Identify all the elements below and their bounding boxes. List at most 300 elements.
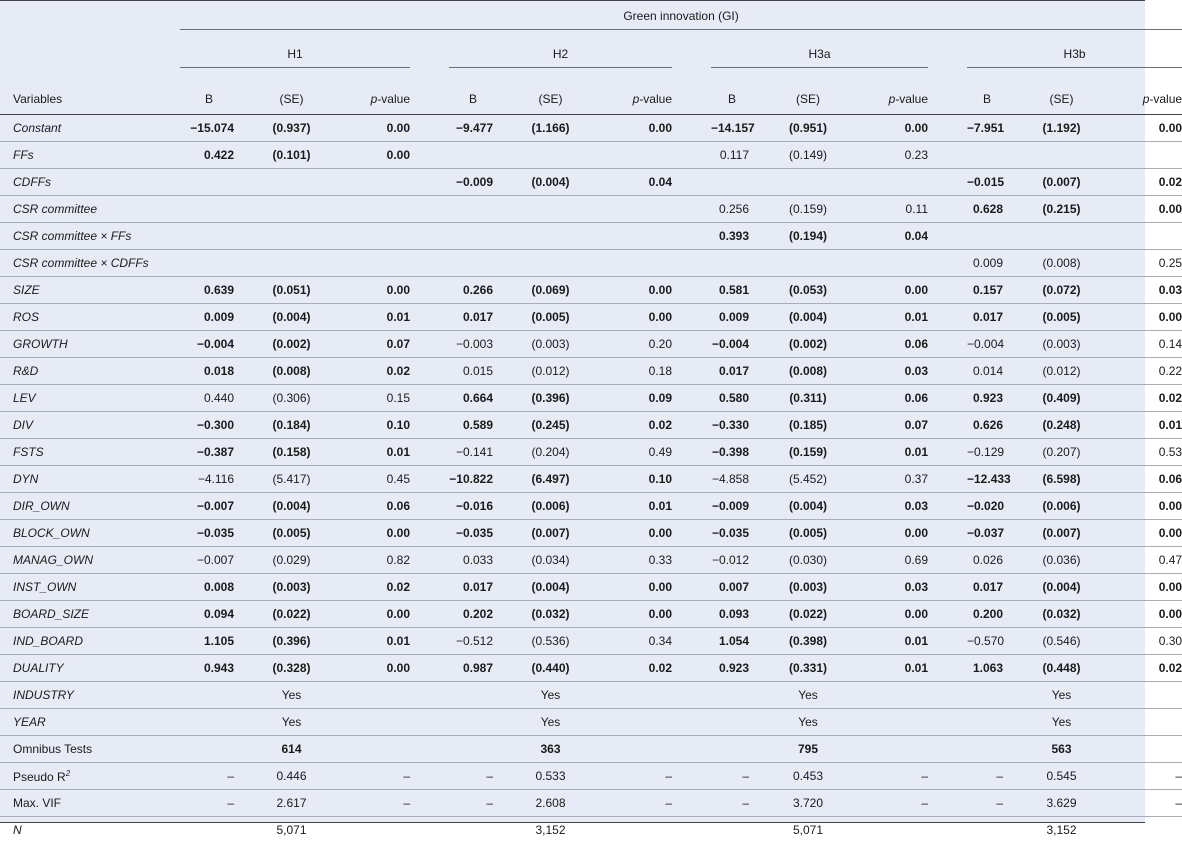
coef-se: (0.069): [497, 277, 604, 304]
coef-pvalue: 0.14: [1116, 331, 1182, 358]
table-row: [0, 790, 1182, 817]
coef-se: [238, 196, 345, 223]
coef-pvalue: 0.00: [345, 601, 410, 628]
coef-pvalue: 0.30: [1116, 628, 1182, 655]
row-label: CSR committee × FFs: [0, 223, 180, 250]
row-label: FFs: [0, 142, 180, 169]
coef-pvalue: –: [1116, 763, 1182, 790]
coef-se: (0.030): [753, 547, 863, 574]
coef-se: (0.029): [238, 547, 345, 574]
coef-se: 0.446: [238, 763, 345, 790]
row-label: YEAR: [0, 709, 180, 736]
coef-pvalue: 0.01: [863, 304, 928, 331]
coef-pvalue: [345, 682, 410, 709]
table-row: [0, 223, 1182, 250]
coef-se: (0.022): [238, 601, 345, 628]
row-label: Omnibus Tests: [0, 736, 180, 763]
coef-pvalue: 0.03: [1116, 277, 1182, 304]
coef-b: 0.007: [711, 574, 753, 601]
row-label: DIV: [0, 412, 180, 439]
coef-se: (0.006): [1007, 493, 1116, 520]
coef-pvalue: 0.02: [604, 655, 672, 682]
coef-pvalue: 0.06: [1116, 466, 1182, 493]
coef-se: (0.248): [1007, 412, 1116, 439]
table-row: [0, 817, 1182, 843]
coef-pvalue: 0.00: [345, 520, 410, 547]
coef-b: [449, 142, 497, 169]
coef-b: 0.014: [967, 358, 1007, 385]
coef-b: [967, 817, 1007, 843]
coef-se: (6.598): [1007, 466, 1116, 493]
coef-pvalue: 0.00: [863, 277, 928, 304]
coef-b: 0.018: [180, 358, 238, 385]
coef-pvalue: 0.00: [1116, 304, 1182, 331]
table-row: [0, 304, 1182, 331]
table-row: [0, 601, 1182, 628]
coef-b: −0.570: [967, 628, 1007, 655]
coef-b: [449, 817, 497, 843]
coef-se: (0.311): [753, 385, 863, 412]
coef-se: (0.072): [1007, 277, 1116, 304]
coef-pvalue: [604, 817, 672, 843]
coef-se: (0.003): [238, 574, 345, 601]
coef-pvalue: 0.49: [604, 439, 672, 466]
coef-b: −4.116: [180, 466, 238, 493]
col-header-b: B: [711, 68, 753, 115]
coef-se: [497, 223, 604, 250]
coef-b: [967, 682, 1007, 709]
coef-se: (0.440): [497, 655, 604, 682]
coef-pvalue: 0.00: [604, 574, 672, 601]
coef-b: −0.129: [967, 439, 1007, 466]
coef-se: [497, 250, 604, 277]
coef-se: (0.448): [1007, 655, 1116, 682]
coef-se: (0.004): [753, 304, 863, 331]
coef-se: (0.006): [497, 493, 604, 520]
group-title: Green innovation (GI): [180, 9, 1182, 30]
col-header-pvalue: p-value: [863, 68, 928, 115]
col-header-b: B: [180, 68, 238, 115]
coef-b: −12.433: [967, 466, 1007, 493]
coef-pvalue: 0.00: [863, 601, 928, 628]
coef-pvalue: 0.11: [863, 196, 928, 223]
table-row: [0, 466, 1182, 493]
coef-b: −0.300: [180, 412, 238, 439]
coef-se: 3.629: [1007, 790, 1116, 817]
coef-b: –: [180, 790, 238, 817]
coef-pvalue: 0.01: [863, 628, 928, 655]
coef-b: −0.035: [449, 520, 497, 547]
coef-se: (0.002): [753, 331, 863, 358]
coef-pvalue: 0.10: [345, 412, 410, 439]
coef-b: 0.009: [180, 304, 238, 331]
coef-pvalue: [863, 169, 928, 196]
coef-se: 0.453: [753, 763, 863, 790]
coef-b: −0.035: [711, 520, 753, 547]
coef-b: −0.387: [180, 439, 238, 466]
variables-header: Variables: [0, 68, 180, 115]
coef-b: 0.639: [180, 277, 238, 304]
coef-pvalue: 0.20: [604, 331, 672, 358]
model-header-h3b: H3b: [967, 47, 1182, 68]
table-row: [0, 385, 1182, 412]
table-row: [0, 736, 1182, 763]
coef-b: 0.015: [449, 358, 497, 385]
coef-se: (0.396): [238, 628, 345, 655]
coef-pvalue: [345, 817, 410, 843]
coef-b: 0.580: [711, 385, 753, 412]
coef-b: –: [180, 763, 238, 790]
coef-pvalue: 0.34: [604, 628, 672, 655]
coef-b: −7.951: [967, 115, 1007, 142]
coef-se: (0.159): [753, 196, 863, 223]
coef-b: –: [967, 790, 1007, 817]
coef-pvalue: 0.01: [604, 493, 672, 520]
coef-pvalue: 0.15: [345, 385, 410, 412]
coef-b: [711, 250, 753, 277]
coef-se: (0.306): [238, 385, 345, 412]
coef-pvalue: 0.01: [863, 655, 928, 682]
coef-b: 0.440: [180, 385, 238, 412]
coef-se: 2.608: [497, 790, 604, 817]
coef-b: 0.589: [449, 412, 497, 439]
coef-pvalue: 0.01: [863, 439, 928, 466]
coef-b: 0.017: [449, 574, 497, 601]
coef-pvalue: [1116, 682, 1182, 709]
coef-b: [180, 169, 238, 196]
coef-pvalue: –: [345, 763, 410, 790]
coef-pvalue: [604, 709, 672, 736]
coef-se: (0.032): [497, 601, 604, 628]
coef-pvalue: 0.82: [345, 547, 410, 574]
coef-pvalue: 0.00: [863, 520, 928, 547]
coef-se: (0.007): [1007, 169, 1116, 196]
coef-pvalue: 0.00: [1116, 520, 1182, 547]
coef-b: 0.987: [449, 655, 497, 682]
coef-b: 0.009: [967, 250, 1007, 277]
row-label: LEV: [0, 385, 180, 412]
coef-b: [449, 250, 497, 277]
col-header-b: B: [449, 68, 497, 115]
coef-b: –: [967, 763, 1007, 790]
coef-b: [711, 682, 753, 709]
coef-se: [1007, 223, 1116, 250]
coef-b: −14.157: [711, 115, 753, 142]
coef-pvalue: 0.69: [863, 547, 928, 574]
row-label: BLOCK_OWN: [0, 520, 180, 547]
coef-b: [449, 682, 497, 709]
coef-se: (0.536): [497, 628, 604, 655]
table-row: [0, 412, 1182, 439]
coef-b: 0.256: [711, 196, 753, 223]
coef-pvalue: –: [863, 763, 928, 790]
coef-b: −0.037: [967, 520, 1007, 547]
table-row: [0, 196, 1182, 223]
coef-b: −0.004: [711, 331, 753, 358]
coef-pvalue: 0.47: [1116, 547, 1182, 574]
coef-se: (0.398): [753, 628, 863, 655]
coef-b: 0.393: [711, 223, 753, 250]
coef-se: 3.720: [753, 790, 863, 817]
coef-b: [711, 169, 753, 196]
table-row: [0, 493, 1182, 520]
coef-pvalue: [863, 709, 928, 736]
coef-pvalue: [604, 682, 672, 709]
row-label: Pseudo $R^2$: [0, 763, 180, 790]
coef-pvalue: 0.00: [345, 277, 410, 304]
coef-se: (0.034): [497, 547, 604, 574]
coef-se: (0.937): [238, 115, 345, 142]
coef-b: −15.074: [180, 115, 238, 142]
coef-pvalue: –: [863, 790, 928, 817]
coef-se: (0.053): [753, 277, 863, 304]
coef-se: (0.331): [753, 655, 863, 682]
col-header-pvalue: p-value: [345, 68, 410, 115]
coef-se: (0.184): [238, 412, 345, 439]
coef-b: −0.512: [449, 628, 497, 655]
coef-se: 0.533: [497, 763, 604, 790]
coef-se: (0.005): [753, 520, 863, 547]
coef-se: (0.004): [497, 574, 604, 601]
coef-se: (0.005): [1007, 304, 1116, 331]
coef-b: 0.017: [967, 574, 1007, 601]
coef-se: (0.004): [497, 169, 604, 196]
row-label: ROS: [0, 304, 180, 331]
coef-b: [180, 817, 238, 843]
coef-pvalue: 0.06: [863, 331, 928, 358]
row-label: BOARD_SIZE: [0, 601, 180, 628]
coef-pvalue: 0.23: [863, 142, 928, 169]
model-header-h1: H1: [180, 47, 410, 68]
coef-b: 0.923: [967, 385, 1007, 412]
coef-pvalue: 0.00: [1116, 115, 1182, 142]
coef-se: (0.008): [238, 358, 345, 385]
coef-pvalue: 0.02: [1116, 169, 1182, 196]
coef-b: [967, 709, 1007, 736]
table-row: [0, 547, 1182, 574]
table-row: [0, 709, 1182, 736]
coef-pvalue: 0.22: [1116, 358, 1182, 385]
coef-se: (0.004): [753, 493, 863, 520]
coef-b: −0.015: [967, 169, 1007, 196]
coef-pvalue: 0.03: [863, 493, 928, 520]
coef-pvalue: [1116, 736, 1182, 763]
coef-pvalue: 0.00: [1116, 601, 1182, 628]
coef-se: 2.617: [238, 790, 345, 817]
coef-b: 0.017: [967, 304, 1007, 331]
coef-se: Yes: [238, 709, 345, 736]
coef-b: 0.628: [967, 196, 1007, 223]
coef-se: 3,152: [497, 817, 604, 843]
coef-b: [180, 223, 238, 250]
coef-se: Yes: [1007, 709, 1116, 736]
coef-pvalue: 0.00: [1116, 196, 1182, 223]
coef-se: Yes: [753, 709, 863, 736]
coef-se: (0.032): [1007, 601, 1116, 628]
coef-se: (0.002): [238, 331, 345, 358]
coef-b: 0.664: [449, 385, 497, 412]
coef-pvalue: 0.00: [863, 115, 928, 142]
coef-pvalue: 0.10: [604, 466, 672, 493]
coef-b: –: [449, 790, 497, 817]
coef-b: –: [449, 763, 497, 790]
coef-se: Yes: [238, 682, 345, 709]
coef-se: [497, 142, 604, 169]
coef-pvalue: 0.04: [863, 223, 928, 250]
coef-pvalue: 0.04: [604, 169, 672, 196]
coef-pvalue: 0.03: [863, 574, 928, 601]
coef-b: −0.004: [180, 331, 238, 358]
coef-se: (0.194): [753, 223, 863, 250]
coef-b: −0.398: [711, 439, 753, 466]
coef-pvalue: 0.07: [345, 331, 410, 358]
coef-b: −0.007: [180, 547, 238, 574]
coef-se: (0.185): [753, 412, 863, 439]
coef-pvalue: [345, 169, 410, 196]
coef-se: (0.007): [1007, 520, 1116, 547]
row-label: DYN: [0, 466, 180, 493]
coef-pvalue: [604, 223, 672, 250]
table-row: [0, 763, 1182, 790]
coef-se: (0.004): [1007, 574, 1116, 601]
coef-b: [449, 223, 497, 250]
coef-pvalue: 0.00: [604, 277, 672, 304]
coef-se: (0.003): [753, 574, 863, 601]
coef-pvalue: 0.01: [345, 439, 410, 466]
coef-se: (0.008): [753, 358, 863, 385]
coef-pvalue: 0.18: [604, 358, 672, 385]
row-label: IND_BOARD: [0, 628, 180, 655]
coef-se: (0.245): [497, 412, 604, 439]
coef-pvalue: 0.01: [345, 628, 410, 655]
row-label: MANAG_OWN: [0, 547, 180, 574]
coef-pvalue: 0.37: [863, 466, 928, 493]
coef-b: −0.009: [449, 169, 497, 196]
col-header-se: (SE): [238, 68, 345, 115]
coef-b: 0.017: [449, 304, 497, 331]
coef-pvalue: 0.06: [863, 385, 928, 412]
col-header-pvalue: p-value: [1116, 68, 1182, 115]
coef-se: [753, 250, 863, 277]
table-row: [0, 142, 1182, 169]
coef-pvalue: 0.01: [1116, 412, 1182, 439]
coef-b: −0.009: [711, 493, 753, 520]
coef-se: 0.545: [1007, 763, 1116, 790]
row-label: INST_OWN: [0, 574, 180, 601]
coef-b: −4.858: [711, 466, 753, 493]
coef-se: Yes: [497, 709, 604, 736]
coef-se: [497, 196, 604, 223]
coef-se: (0.215): [1007, 196, 1116, 223]
coef-pvalue: 0.00: [604, 115, 672, 142]
col-header-se: (SE): [497, 68, 604, 115]
table-row: [0, 628, 1182, 655]
coef-b: –: [711, 763, 753, 790]
coef-b: 0.008: [180, 574, 238, 601]
coef-se: Yes: [753, 682, 863, 709]
coef-se: [1007, 142, 1116, 169]
table-row: [0, 331, 1182, 358]
coef-se: (5.452): [753, 466, 863, 493]
coef-se: (0.004): [238, 304, 345, 331]
coef-pvalue: 0.01: [345, 304, 410, 331]
coef-pvalue: 0.00: [345, 655, 410, 682]
coef-se: (0.005): [497, 304, 604, 331]
coef-se: (0.012): [497, 358, 604, 385]
coef-pvalue: 0.09: [604, 385, 672, 412]
coef-b: –: [711, 790, 753, 817]
coef-b: −0.035: [180, 520, 238, 547]
col-header-se: (SE): [753, 68, 863, 115]
coef-se: (0.149): [753, 142, 863, 169]
coef-b: 0.009: [711, 304, 753, 331]
coef-b: 1.054: [711, 628, 753, 655]
coef-pvalue: [604, 736, 672, 763]
coef-pvalue: 0.45: [345, 466, 410, 493]
coef-pvalue: 0.00: [604, 601, 672, 628]
coef-se: (0.546): [1007, 628, 1116, 655]
row-label: INDUSTRY: [0, 682, 180, 709]
coef-pvalue: 0.02: [345, 574, 410, 601]
coef-pvalue: [345, 223, 410, 250]
coef-pvalue: –: [345, 790, 410, 817]
row-label: GROWTH: [0, 331, 180, 358]
row-label: N: [0, 817, 180, 843]
coef-se: 5,071: [753, 817, 863, 843]
coef-b: [180, 682, 238, 709]
coef-se: 5,071: [238, 817, 345, 843]
row-label: Constant: [0, 115, 180, 142]
coef-pvalue: [1116, 709, 1182, 736]
coef-b: 0.943: [180, 655, 238, 682]
col-header-b: B: [967, 68, 1007, 115]
coef-b: 0.093: [711, 601, 753, 628]
coef-b: [711, 709, 753, 736]
coef-b: 0.033: [449, 547, 497, 574]
row-label: CSR committee: [0, 196, 180, 223]
coef-pvalue: 0.03: [863, 358, 928, 385]
coef-pvalue: –: [604, 790, 672, 817]
coef-b: −10.822: [449, 466, 497, 493]
coef-pvalue: [863, 682, 928, 709]
coef-se: 795: [753, 736, 863, 763]
coef-pvalue: 0.02: [604, 412, 672, 439]
coef-b: [180, 736, 238, 763]
coef-b: −0.020: [967, 493, 1007, 520]
coef-b: 0.200: [967, 601, 1007, 628]
coef-se: [753, 169, 863, 196]
coef-pvalue: [863, 736, 928, 763]
coef-se: [238, 250, 345, 277]
table-row: [0, 655, 1182, 682]
coef-se: (0.003): [1007, 331, 1116, 358]
coef-b: [449, 709, 497, 736]
coef-se: 563: [1007, 736, 1116, 763]
coef-se: (0.159): [753, 439, 863, 466]
coef-se: (0.004): [238, 493, 345, 520]
coef-pvalue: 0.00: [1116, 493, 1182, 520]
row-label: SIZE: [0, 277, 180, 304]
coef-b: 0.581: [711, 277, 753, 304]
coef-se: (1.192): [1007, 115, 1116, 142]
row-label: DIR_OWN: [0, 493, 180, 520]
coef-se: (1.166): [497, 115, 604, 142]
coef-pvalue: 0.06: [345, 493, 410, 520]
table-row: [0, 682, 1182, 709]
coef-pvalue: [1116, 817, 1182, 843]
coef-pvalue: [604, 196, 672, 223]
table-row: [0, 439, 1182, 466]
